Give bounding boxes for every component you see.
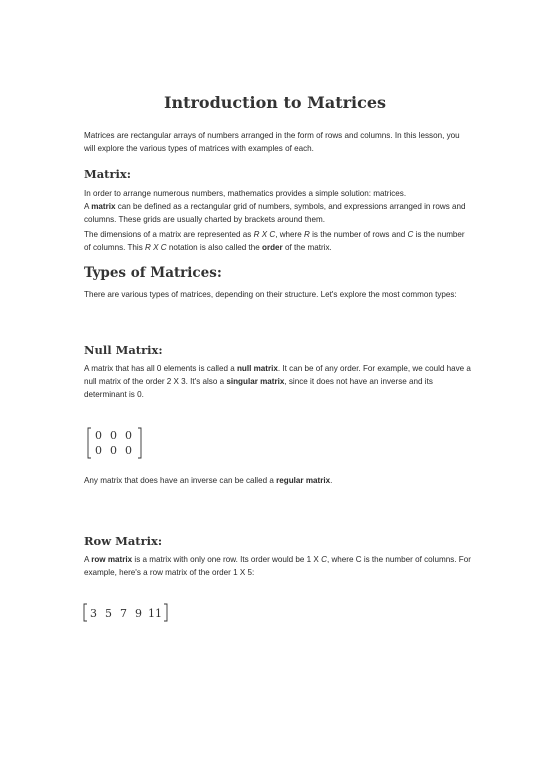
order-term: order [262,243,283,252]
dim-text-1: The dimensions of a matrix are represented as [84,230,254,239]
matrix-cell: 5 [105,607,112,620]
types-paragraph: There are various types of matrices, depending on their structure. Let's explore the most common types: [84,290,457,299]
null-matrix-figure [86,426,146,465]
matrix-cell: 0 [110,429,117,442]
matrix-cell: 9 [135,607,142,620]
matrix-cell: 0 [125,429,132,442]
dim-c: C [407,230,414,239]
types-heading: Types of Matrices: [84,265,222,281]
row-text-3: , where C is the number of columns. For example, here's a row matrix of the order 1 X 5: [84,555,471,577]
matrix-cell: 3 [90,607,97,620]
dim-text-2: , where [275,230,304,239]
singular-matrix-term: singular matrix [226,377,285,386]
regular-matrix-paragraph [84,474,472,487]
row-c: C [321,555,327,564]
row-text-1: A [84,555,92,564]
row-matrix-paragraph [84,553,472,579]
null-text-2: . It can be of any order. For example, we could have a null matrix of the order 2 X 3. It's also a [84,364,471,386]
right-bracket [164,604,167,621]
intro-paragraph: Matrices are rectangular arrays of numbers arranged in the form of rows and columns. In this lesson, you will explore the various types of matrices with examples of each. [84,131,460,153]
regular-text-2: . [330,476,333,485]
matrix-term: matrix [91,202,116,211]
matrix-def-pre: A [84,202,92,211]
matrix-cell: 0 [95,444,102,457]
matrix-heading: Matrix: [84,167,132,181]
dim-text-5: notation is also called the [166,243,263,252]
matrix-cell: 0 [110,444,117,457]
row-text-2: is a matrix with only one row. Its order would be 1 X [132,555,322,564]
row-matrix-term: row matrix [91,555,133,564]
row-matrix-heading: Row Matrix: [84,534,163,548]
regular-text-1: Any matrix that does have an inverse can be called a [84,476,277,485]
dim-text-4: is the number of columns. This [84,230,465,252]
right-bracket [138,428,141,458]
dim-rxc: R X C [253,230,276,239]
row-matrix-figure [82,602,172,629]
null-matrix-paragraph [84,362,472,401]
matrix-cell: 7 [120,607,127,620]
matrix-def-line1: In order to arrange numerous numbers, mathematics provides a simple solution: matrices. [84,189,407,198]
matrix-cell: 11 [148,607,162,620]
null-text-3: , since it does not have an inverse and its determinant is 0. [84,377,433,399]
null-text-1: A matrix that has all 0 elements is called a [84,364,237,373]
null-matrix-term: null matrix [236,364,278,373]
dimensions-paragraph [84,228,472,254]
matrix-cell: 0 [125,444,132,457]
dim-rxc-2: R X C [145,243,167,252]
regular-matrix-term: regular matrix [276,476,331,485]
left-bracket [84,604,87,621]
dim-text-3: is the number of rows and [309,230,408,239]
null-matrix-heading: Null Matrix: [84,343,163,357]
matrix-def-post: can be defined as a rectangular grid of numbers, symbols, and expressions arranged in rows and columns. These grids are usually charted by brackets around them. [84,202,466,224]
left-bracket [88,428,91,458]
matrix-definition-paragraph [84,187,472,226]
dim-r: R [304,230,310,239]
dim-text-6: of the matrix. [282,243,332,252]
page-title: Introduction to Matrices [163,93,387,112]
matrix-cell: 0 [95,429,102,442]
